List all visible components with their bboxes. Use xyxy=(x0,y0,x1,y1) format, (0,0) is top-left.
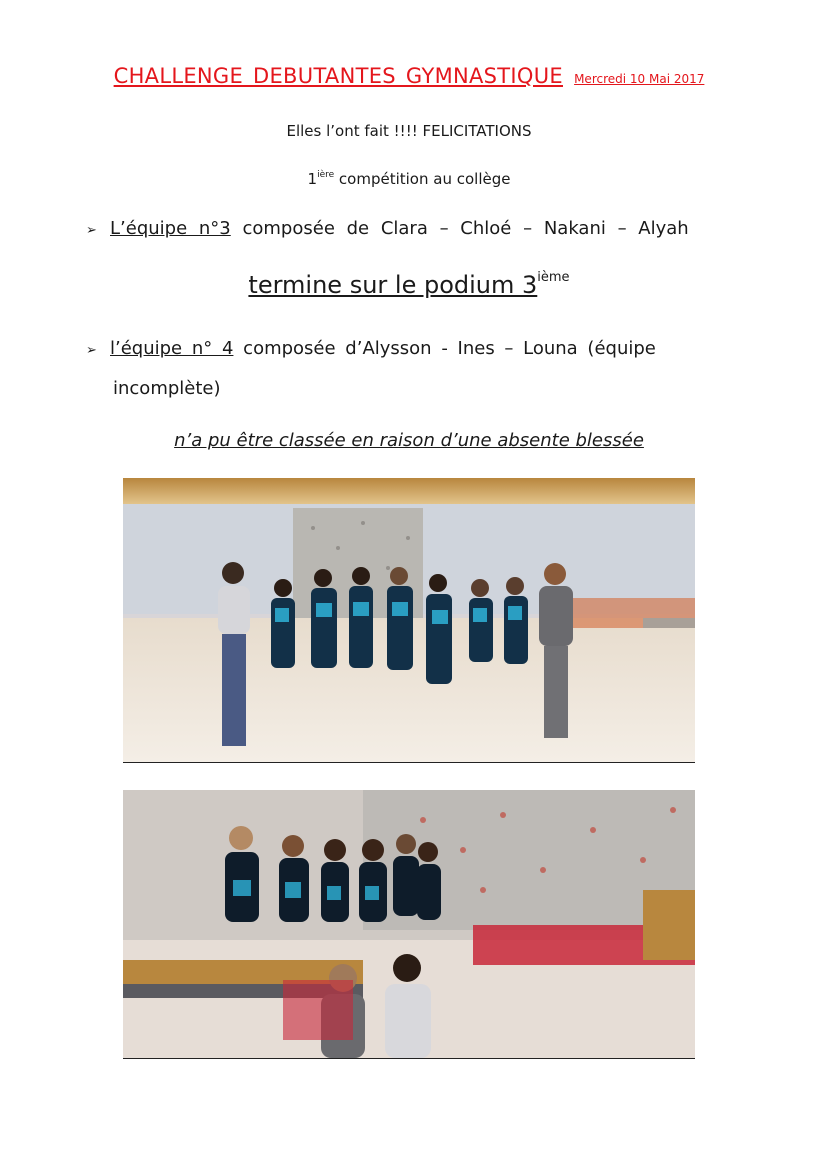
team3-line xyxy=(86,218,689,239)
team4-label: l’équipe n° 4 xyxy=(110,338,234,359)
team-seated-photo xyxy=(123,790,695,1059)
team-group-seated-photo-icon xyxy=(123,790,695,1058)
not-ranked-note: n’a pu être classée en raison d’une absente blessée xyxy=(174,430,644,451)
first-competition-line xyxy=(0,170,818,188)
podium-result xyxy=(0,270,818,299)
podium-text: termine sur le podium 3 xyxy=(248,271,538,299)
ordinal-suffix: ière xyxy=(317,170,335,180)
congrats-line: Elles l’ont fait !!!! FELICITATIONS xyxy=(286,122,532,140)
team-standing-photo xyxy=(123,478,695,763)
arrow-bullet-icon: ➢ xyxy=(86,223,97,238)
competition-text: compétition au collège xyxy=(334,170,511,188)
team3-label: L’équipe n°3 xyxy=(110,218,231,239)
arrow-bullet-icon: ➢ xyxy=(86,343,97,358)
title-text: CHALLENGE DEBUTANTES GYMNASTIQUE xyxy=(113,64,563,88)
team-group-standing-photo-icon xyxy=(123,478,695,762)
document-title xyxy=(0,64,818,88)
ordinal-number: 1 xyxy=(307,170,318,188)
team4-line xyxy=(86,338,656,359)
team4-members: composée d’Alysson - Ines – Louna (équipe xyxy=(243,338,656,359)
team4-continuation: incomplète) xyxy=(113,378,221,399)
team3-members: composée de Clara – Chloé – Nakani – Alyah xyxy=(242,218,689,239)
podium-suffix: ième xyxy=(537,270,570,285)
event-date: Mercredi 10 Mai 2017 xyxy=(574,72,705,86)
